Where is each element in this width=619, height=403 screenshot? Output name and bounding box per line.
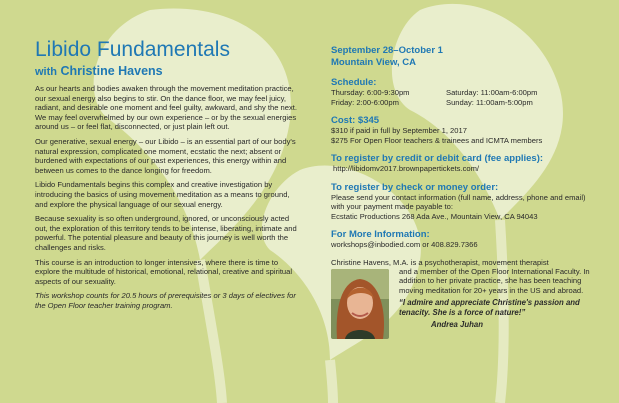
course-paragraph: This course is an introduction to longer intensives, where there is time to explore the multitude of historical, emotional, relational, creative and spiritual aspects of our sexuality. (35, 257, 293, 286)
cost-members-line: $275 For Open Floor teachers & trainees and ICMTA members (331, 135, 543, 145)
right-column (331, 45, 596, 329)
schedule-sunday: Sunday: 11:00am-5:00pm (446, 97, 533, 107)
check-address: Ecstatic Productions 268 Ada Ave., Mountain View, CA 94043 (331, 211, 538, 221)
workshop-title: Libido Fundamentals (35, 38, 230, 61)
bio-first-line: Christine Havens, M.A. is a psychotherapist, movement therapist (331, 257, 549, 267)
instructor-subtitle (35, 64, 299, 78)
prerequisite-note: This workshop counts for 20.5 hours of prerequisites or 3 days of electives for the Open Floor teacher training program. (35, 291, 296, 310)
contact-info[interactable]: workshops@inbodied.com or 408.829.7366 (331, 240, 478, 249)
check-register-heading: To register by check or money order: (331, 181, 499, 193)
bio-continued: and a member of the Open Floor International Faculty. In addition to her private practice, she has been teaching moving meditation for 20+ years in the US and abroad. (399, 266, 590, 295)
libido-paragraph: Our generative, sexual energy – our Libido – is an essential part of our body's natural expression, complicated one moment, ecstatic the next; absent or burdened with expectations of our past experiences, this energy within and between us comes to the dance longing for freedom. (35, 136, 296, 175)
cost-early-line: $310 if paid in full by September 1, 2017 (331, 126, 467, 135)
card-register-heading: To register by credit or debit card (fee applies): (331, 153, 544, 164)
fundamentals-paragraph: Libido Fundamentals begins this complex and creative investigation by introducing the basics of using movement meditation as a means to ground, and explore the physical language of our sexual energy. (35, 180, 290, 209)
event-dates: September 28–October 1 (331, 45, 443, 56)
schedule-saturday: Saturday: 11:00am-6:00pm (446, 88, 538, 97)
register-link[interactable]: http://libidomv2017.brownpapertickets.com/ (333, 164, 480, 173)
info-heading: For More Information: (331, 229, 430, 240)
check-instructions: Please send your contact information (full name, address, phone and email) with your payment made payable to: (331, 192, 586, 211)
schedule-thursday: Thursday: 6:00-9:30pm (331, 88, 410, 97)
schedule-friday: Friday: 2:00-6:00pm (331, 97, 399, 107)
testimonial-quote: “I admire and appreciate Christine's passion and tenacity. She is a force of nature!” (399, 298, 580, 317)
intro-paragraph: As our hearts and bodies awaken through the movement meditation practice, our sexual energy also begins to stir. On the dance floor, we may feel juicy, radiant, and desirable one moment and feel guilty, awkward, and shy the next. We may feel overwhelmed by our own experience – or by the sexual energies around us – or feel flat, disconnected, or just plain left out. (35, 84, 297, 132)
left-column (35, 38, 299, 315)
instructor-name: Christine Havens (60, 64, 163, 78)
schedule-grid (331, 88, 596, 107)
cost-heading: Cost: $345 (331, 115, 380, 126)
instructor-photo (331, 269, 389, 339)
subtitle-with: with (35, 66, 57, 78)
testimonial-author: Andrea Juhan (431, 320, 483, 330)
instructor-bio (331, 258, 596, 330)
schedule-heading: Schedule: (331, 77, 377, 88)
event-location: Mountain View, CA (331, 57, 416, 68)
sexuality-paragraph: Because sexuality is so often underground, ignored, or unconsciously acted out, the exploration of this territory tends to be intense, liberating, intimate and powerful. The potential pleasure and beauty of this journey is well worth the challenges and risks. (35, 214, 297, 252)
